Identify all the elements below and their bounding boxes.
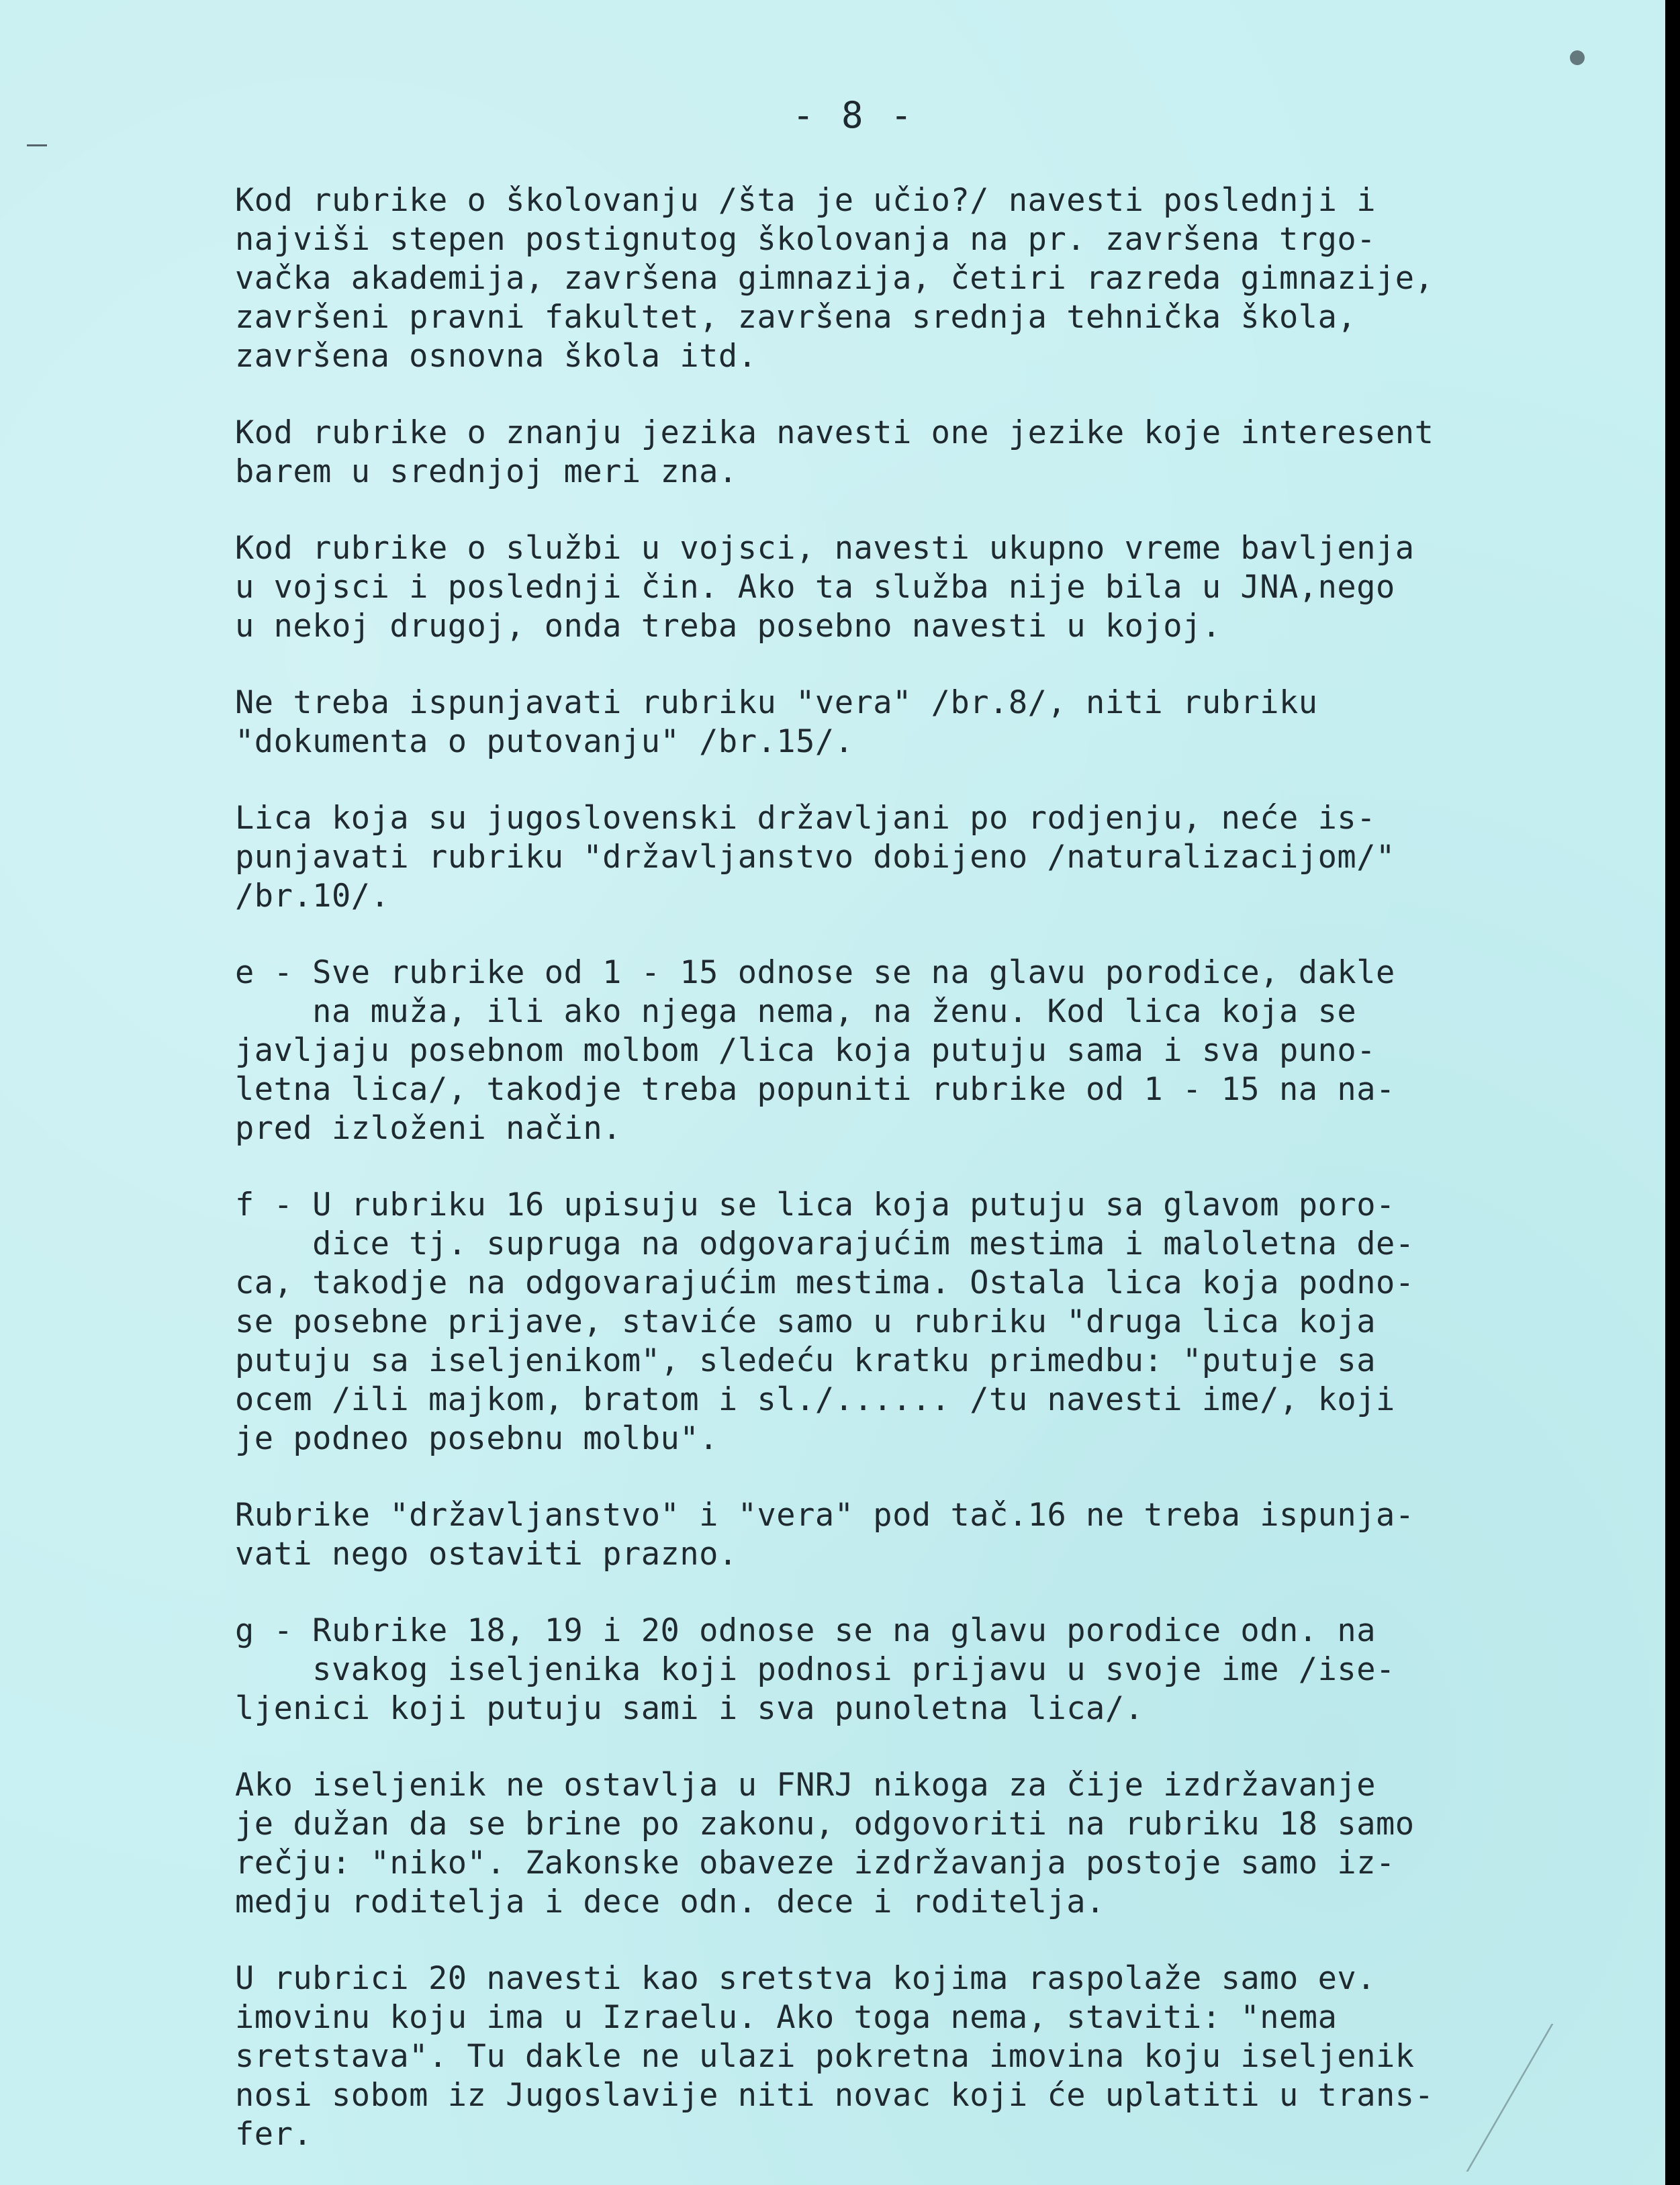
text-line: je dužan da se brine po zakonu, odgovoriti na rubriku 18 samo	[235, 1806, 1415, 1843]
text-line: nosi sobom iz Jugoslavije niti novac koji će uplatiti u trans-	[235, 2077, 1434, 2114]
text-line: Kod rubrike o službi u vojsci, navesti ukupno vreme bavljenja	[235, 530, 1415, 567]
paragraph	[235, 414, 1571, 492]
paragraph	[235, 1496, 1571, 1574]
text-line: vati nego ostaviti prazno.	[235, 1536, 738, 1573]
text-line: javljaju posebnom molbom /lica koja putuju sama i sva puno-	[235, 1032, 1376, 1069]
text-line: ljenici koji putuju sami i sva punoletna lica/.	[235, 1690, 1144, 1727]
text-line: sretstava". Tu dakle ne ulazi pokretna imovina koju iseljenik	[235, 2038, 1415, 2075]
text-line: Ne treba ispunjavati rubriku "vera" /br.8/, niti rubriku	[235, 684, 1318, 721]
text-line: je podneo posebnu molbu".	[235, 1420, 718, 1457]
text-line: u nekoj drugoj, onda treba posebno navesti u kojoj.	[235, 608, 1221, 645]
text-line: imovinu koju ima u Izraelu. Ako toga nema, staviti: "nema	[235, 1999, 1338, 2036]
paragraph	[235, 181, 1571, 376]
paragraph	[235, 954, 1571, 1148]
text-line: punjavati rubriku "državljanstvo dobijeno /naturalizacijom/"	[235, 839, 1395, 876]
text-line: dice tj. supruga na odgovarajućim mestima i maloletna de-	[235, 1225, 1415, 1262]
paragraph	[235, 799, 1571, 916]
paragraph	[235, 684, 1571, 761]
text-line: barem u srednjoj meri zna.	[235, 453, 738, 490]
text-line: "dokumenta o putovanju" /br.15/.	[235, 723, 854, 760]
paragraph	[235, 1612, 1571, 1728]
text-line: putuju sa iseljenikom", sledeću kratku primedbu: "putuje sa	[235, 1342, 1376, 1379]
text-line: Kod rubrike o školovanju /šta je učio?/ navesti poslednji i	[235, 182, 1376, 219]
text-line: u vojsci i poslednji čin. Ako ta služba nije bila u JNA,nego	[235, 569, 1395, 606]
page-number: - 8 -	[792, 94, 915, 136]
text-line: Rubrike "državljanstvo" i "vera" pod tač.16 ne treba ispunja-	[235, 1497, 1415, 1534]
text-line: /br.10/.	[235, 878, 390, 915]
paragraph	[235, 1766, 1571, 1922]
text-line: e - Sve rubrike od 1 - 15 odnose se na glavu porodice, dakle	[235, 954, 1395, 991]
text-line: ca, takodje na odgovarajućim mestima. Ostala lica koja podno-	[235, 1264, 1415, 1301]
text-line: svakog iseljenika koji podnosi prijavu u svoje ime /ise-	[235, 1651, 1395, 1688]
paragraph	[235, 1186, 1571, 1458]
text-line: vačka akademija, završena gimnazija, četiri razreda gimnazije,	[235, 260, 1434, 297]
text-line: ocem /ili majkom, bratom i sl./...... /tu navesti ime/, koji	[235, 1381, 1395, 1418]
text-line: se posebne prijave, staviće samo u rubriku "druga lica koja	[235, 1303, 1376, 1340]
text-line: završeni pravni fakultet, završena srednja tehnička škola,	[235, 299, 1357, 336]
text-line: U rubrici 20 navesti kao sretstva kojima raspolaže samo ev.	[235, 1960, 1376, 1997]
text-line: f - U rubriku 16 upisuju se lica koja putuju sa glavom poro-	[235, 1187, 1395, 1223]
text-line: na muža, ili ako njega nema, na ženu. Kod lica koja se	[235, 993, 1357, 1030]
document-body	[235, 181, 1571, 2185]
text-line: najviši stepen postignutog školovanja na pr. završena trgo-	[235, 221, 1376, 258]
text-line: Lica koja su jugoslovenski državljani po rodjenju, neće is-	[235, 800, 1376, 837]
text-line: pred izloženi način.	[235, 1110, 622, 1147]
text-line: medju roditelja i dece odn. dece i roditelja.	[235, 1884, 1105, 1920]
text-line: Kod rubrike o znanju jezika navesti one jezike koje interesent	[235, 414, 1434, 451]
scan-mark	[1570, 50, 1585, 65]
text-line: završena osnovna škola itd.	[235, 338, 757, 375]
scan-mark	[27, 144, 47, 146]
text-line: rečju: "niko". Zakonske obaveze izdržavanja postoje samo iz-	[235, 1845, 1395, 1881]
paragraph	[235, 1959, 1571, 2154]
paragraph	[235, 529, 1571, 646]
text-line: g - Rubrike 18, 19 i 20 odnose se na glavu porodice odn. na	[235, 1612, 1376, 1649]
text-line: letna lica/, takodje treba popuniti rubrike od 1 - 15 na na-	[235, 1071, 1395, 1108]
text-line: fer.	[235, 2116, 313, 2153]
text-line: Ako iseljenik ne ostavlja u FNRJ nikoga za čije izdržavanje	[235, 1767, 1376, 1804]
